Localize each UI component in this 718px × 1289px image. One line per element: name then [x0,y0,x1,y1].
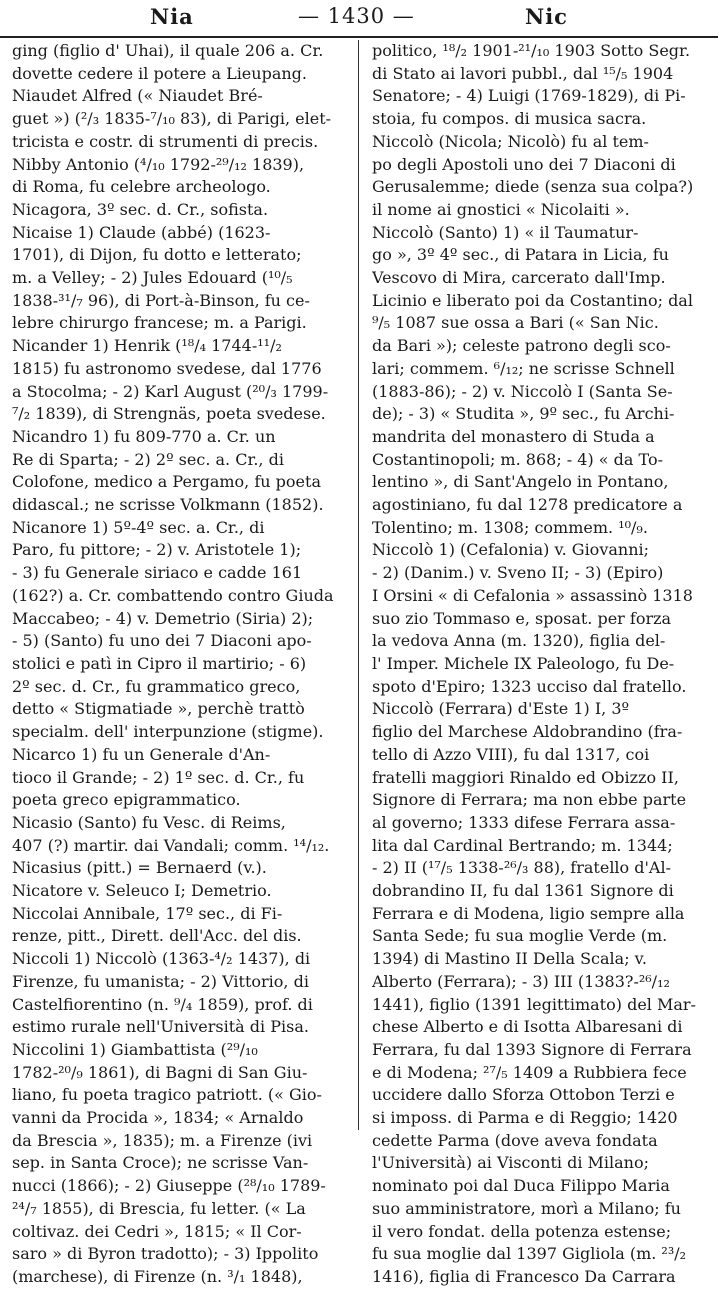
text-line: Nibby Antonio (⁴/₁₀ 1792-²⁹/₁₂ 1839), [12,154,305,174]
text-line: 1394) di Mastino II Della Scala; v. [372,949,647,969]
text-line: Senatore; - 4) Luigi (1769-1829), di Pi- [372,86,686,106]
text-line: guet ») (²/₃ 1835-⁷/₁₀ 83), di Parigi, elet- [12,109,332,129]
text-line: lentino », di Sant'Angelo in Pontano, [372,472,669,492]
text-line: figlio del Marchese Aldobrandino (fra- [372,722,683,742]
text-line: nucci (1866); - 2) Giuseppe (²⁸/₁₀ 1789- [12,1176,326,1196]
text-line: Santa Sede; fu sua moglie Verde (m. [372,926,668,946]
text-line: Nicanore 1) 5º-4º sec. a. Cr., di [12,517,265,537]
text-line: Costantinopoli; m. 868; - 4) « da To- [372,449,663,469]
text-line: Nicagora, 3º sec. d. Cr., sofista. [12,199,269,219]
text-line: suo zio Tommaso e, sposat. per forza [372,608,672,628]
text-line: Ferrara, fu dal 1393 Signore di Ferrara [372,1039,692,1059]
text-line: Nicaise 1) Claude (abbé) (1623- [12,222,271,242]
text-line: ⁷/₂ 1839), di Strengnäs, poeta svedese. [12,404,326,424]
text-line: 1416), figlia di Francesco Da Carrara [372,1266,676,1286]
page-header [0,0,718,38]
text-line: renze, pitt., Dirett. dell'Acc. del dis. [12,926,302,946]
text-line: liano, fu poeta tragico patriott. (« Gio- [12,1085,322,1105]
text-line: l' Imper. Michele IX Paleologo, fu De- [372,653,675,673]
text-line: dobrandino II, fu dal 1361 Signore di [372,881,674,901]
text-line: Paro, fu pittore; - 2) v. Aristotele 1); [12,540,302,560]
text-line: tricista e costr. di strumenti di precis. [12,131,319,151]
text-line: de); - 3) « Studita », 9º sec., fu Archi- [372,404,675,424]
text-line: Niccolò (Ferrara) d'Este 1) I, 3º [372,699,630,719]
text-line: Ferrara e di Modena, ligio sempre alla [372,903,685,923]
text-line: spoto d'Epiro; 1323 ucciso dal fratello. [372,676,687,696]
text-line: Castelfiorentino (n. ⁹/₄ 1859), prof. di [12,994,313,1014]
text-line: Firenze, fu umanista; - 2) Vittorio, di [12,971,309,991]
right-column [372,40,710,1289]
text-line: - 3) fu Generale siriaco e cadde 161 [12,563,303,583]
text-line: tioco il Grande; - 2) 1º sec. d. Cr., fu [12,767,305,787]
text-line: 1441), figlio (1391 legittimato) del Mar- [372,994,696,1014]
text-line: - 2) (Danim.) v. Sveno II; - 3) (Epiro) [372,563,664,583]
text-line: Niccoli 1) Niccolò (1363-⁴/₂ 1437), di [12,949,311,969]
text-line: tello di Azzo VIII), fu dal 1317, coi [372,744,650,764]
text-line: detto « Stigmatiade », perchè trattò [12,699,305,719]
text-line: cedette Parma (dove aveva fondata [372,1130,658,1150]
text-line: Maccabeo; - 4) v. Demetrio (Siria) 2); [12,608,314,628]
text-line: dovette cedere il potere a Lieupang. [12,63,307,83]
text-line: didascal.; ne scrisse Volkmann (1852). [12,495,324,515]
text-line: Gerusalemme; diede (senza sua colpa?) [372,177,694,197]
text-line: mandrita del monastero di Studa a [372,426,655,446]
text-line: Colofone, medico a Pergamo, fu poeta [12,472,321,492]
text-line: 1782-²⁰/₉ 1861), di Bagni di San Giu- [12,1062,308,1082]
left-column [12,40,350,1289]
text-line: di Stato ai lavori pubbl., dal ¹⁵/₅ 1904 [372,63,674,83]
text-line: e di Modena; ²⁷/₅ 1409 a Rubbiera fece [372,1062,687,1082]
text-line: da Brescia », 1835); m. a Firenze (ivi [12,1130,313,1150]
text-line: lita dal Cardinal Bertrando; m. 1344; [372,835,673,855]
text-line: Signore di Ferrara; ma non ebbe parte [372,790,687,810]
text-line: specialm. dell' interpunzione (stigme). [12,722,324,742]
text-line: Niccolai Annibale, 17º sec., di Fi- [12,903,283,923]
text-line: saro » di Byron tradotto); - 3) Ippolito [12,1244,319,1264]
text-line: fu sua moglie dal 1397 Gigliola (m. ²³/₂ [372,1244,687,1264]
text-line: Niccolini 1) Giambattista (²⁹/₁₀ [12,1039,258,1059]
text-line: Vescovo di Mira, carcerato dall'Imp. [372,268,666,288]
text-line: poeta greco epigrammatico. [12,790,241,810]
text-line: Nicatore v. Seleuco I; Demetrio. [12,881,272,901]
text-line: la vedova Anna (m. 1320), figlia del- [372,631,666,651]
text-line: 407 (?) martir. dai Vandali; comm. ¹⁴/₁₂. [12,835,330,855]
text-line: Niaudet Alfred (« Niaudet Bré- [12,86,263,106]
text-line: si imposs. di Parma e di Reggio; 1420 [372,1108,678,1128]
text-line: a Stocolma; - 2) Karl August (²⁰/₃ 1799- [12,381,329,401]
text-line: ⁹/₅ 1087 sue ossa a Bari (« San Nic. [372,313,659,333]
text-line: (1883-86); - 2) v. Niccolò I (Santa Se- [372,381,673,401]
text-line: ²⁴/₇ 1855), di Brescia, fu letter. (« La [12,1198,306,1218]
text-line: coltivaz. dei Cedri », 1815; « Il Cor- [12,1221,302,1241]
text-line: l'Università) ai Visconti di Milano; [372,1153,650,1173]
text-line: Nicasius (pitt.) = Bernaerd (v.). [12,858,267,878]
text-line: 1815) fu astronomo svedese, dal 1776 [12,358,322,378]
text-line: I Orsini « di Cefalonia » assassinò 1318 [372,585,693,605]
text-line: m. a Velley; - 2) Jules Edouard (¹⁰/₅ [12,268,293,288]
text-line: suo amministratore, morì a Milano; fu [372,1198,681,1218]
text-line: stolici e patì in Cipro il martirio; - 6) [12,653,307,673]
header-left-guideword: Nia [150,4,194,29]
text-line: (marchese), di Firenze (n. ³/₁ 1848), [12,1266,303,1286]
text-line: Niccolò 1) (Cefalonia) v. Giovanni; [372,540,650,560]
text-line: - 5) (Santo) fu uno dei 7 Diaconi apo- [12,631,312,651]
header-right-guideword: Nic [525,4,568,29]
text-line: 1838-³¹/₇ 96), di Port-à-Binson, fu ce- [12,290,310,310]
text-line: Nicander 1) Henrik (¹⁸/₄ 1744-¹¹/₂ [12,336,282,356]
text-line: lari; commem. ⁶/₁₂; ne scrisse Schnell [372,358,675,378]
text-line: Nicasio (Santo) fu Vesc. di Reims, [12,812,286,832]
text-line: uccidere dallo Sforza Ottobon Terzi e [372,1085,675,1105]
page-number: — 1430 — [298,4,415,28]
text-line: chese Alberto e di Isotta Albaresani di [372,1017,683,1037]
text-line: (162?) a. Cr. combattendo contro Giuda [12,585,334,605]
text-line: go », 3º 4º sec., di Patara in Licia, fu [372,245,669,265]
text-line: vanni da Procida », 1834; « Arnaldo [12,1108,304,1128]
text-line: Nicarco 1) fu un Generale d'An- [12,744,271,764]
text-line: politico, ¹⁸/₂ 1901-²¹/₁₀ 1903 Sotto Segr. [372,41,691,60]
text-line: Re di Sparta; - 2) 2º sec. a. Cr., di [12,449,284,469]
text-line: Niccolò (Santo) 1) « il Taumatur- [372,222,639,242]
text-line: fratelli maggiori Rinaldo ed Obizzo II, [372,767,679,787]
text-line: Tolentino; m. 1308; commem. ¹⁰/₉. [372,517,648,537]
text-line: lebre chirurgo francese; m. a Parigi. [12,313,307,333]
text-line: po degli Apostoli uno dei 7 Diaconi di [372,154,676,174]
text-line: Licinio e liberato poi da Costantino; dal [372,290,693,310]
text-line: - 2) II (¹⁷/₅ 1338-²⁶/₃ 88), fratello d'Al- [372,858,671,878]
column-divider [358,40,359,1130]
text-line: stoia, fu compos. di musica sacra. [372,109,647,129]
text-line: 1701), di Dijon, fu dotto e letterato; [12,245,302,265]
text-line: di Roma, fu celebre archeologo. [12,177,271,197]
text-line: sep. in Santa Croce); ne scrisse Van- [12,1153,309,1173]
text-line: ging (figlio d' Uhai), il quale 206 a. Cr. [12,41,324,60]
text-line: il vero fondat. della potenza estense; [372,1221,672,1241]
text-line: Niccolò (Nicola; Nicolò) fu al tem- [372,131,649,151]
text-line: il nome ai gnostici « Nicolaiti ». [372,199,630,219]
text-line: 2º sec. d. Cr., fu grammatico greco, [12,676,301,696]
text-line: Alberto (Ferrara); - 3) III (1383?-²⁶/₁₂ [372,971,670,991]
text-line: al governo; 1333 difese Ferrara assa- [372,812,676,832]
text-line: da Bari »); celeste patrono degli sco- [372,336,671,356]
text-line: nominato poi dal Duca Filippo Maria [372,1176,670,1196]
text-line: estimo rurale nell'Università di Pisa. [12,1017,309,1037]
text-line: Nicandro 1) fu 809-770 a. Cr. un [12,426,276,446]
text-line: agostiniano, fu dal 1278 predicatore a [372,495,683,515]
